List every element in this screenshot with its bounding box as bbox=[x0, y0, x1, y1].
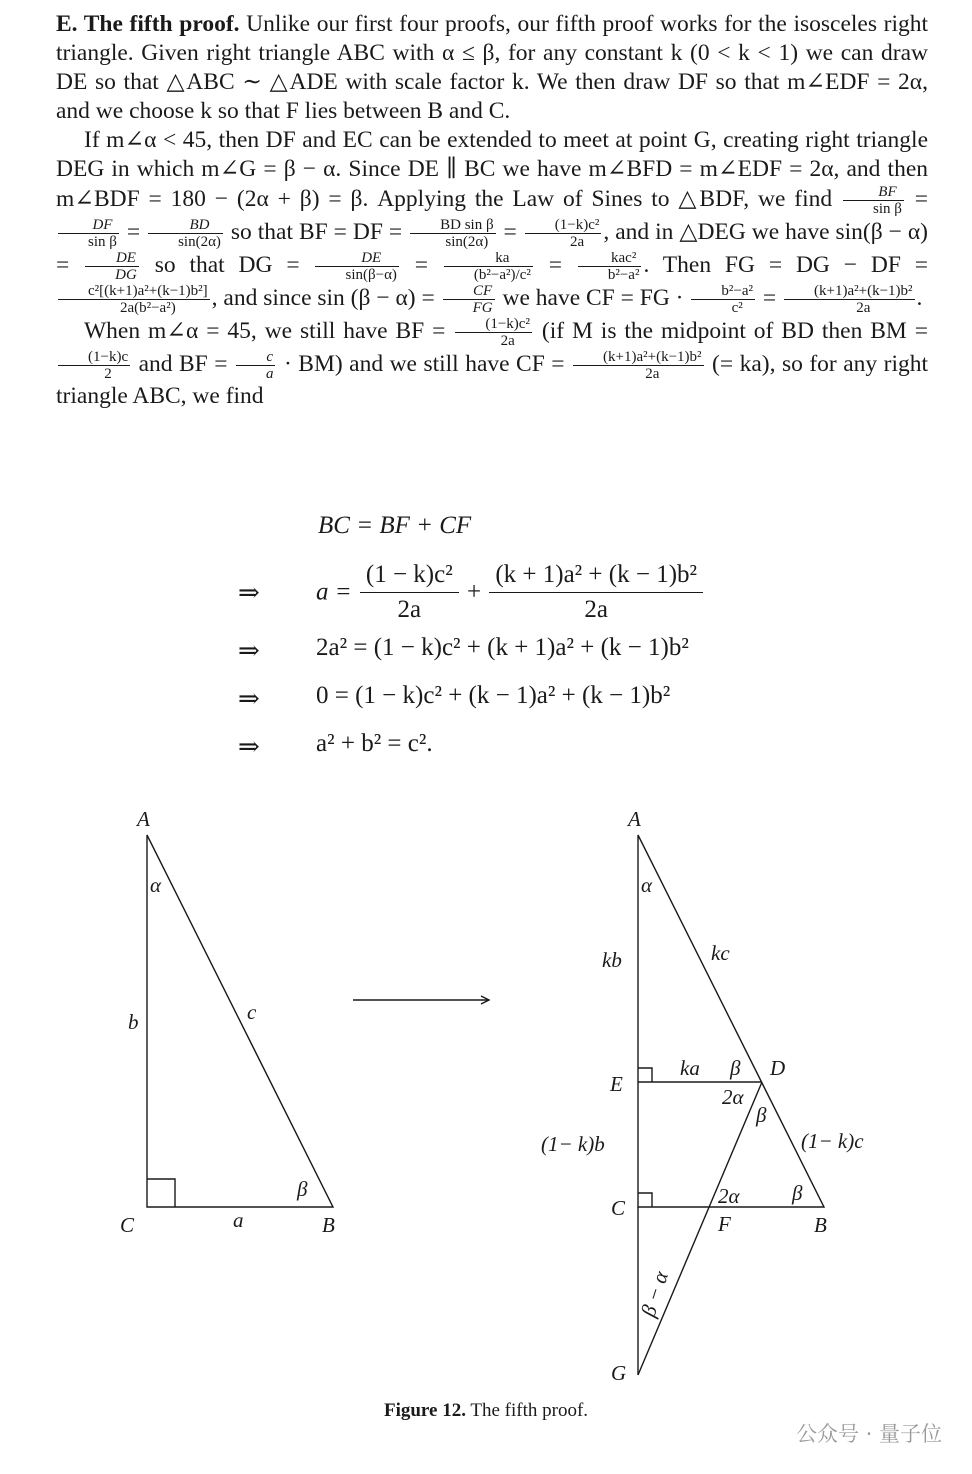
label-beta-2: β bbox=[756, 1103, 767, 1127]
label-beta-1: β bbox=[730, 1056, 741, 1080]
fraction: $\frac{ka}{\text{(b²−a²)/c²}}$ bbox=[444, 250, 533, 283]
label-d-vertex: D bbox=[770, 1056, 786, 1080]
equation-3: 0 = (1 − k)c² + (k − 1)a² + (k − 1)b² bbox=[316, 682, 671, 709]
fraction: $\frac{DE}{\sin(\beta-\alpha)}$ bbox=[315, 250, 398, 283]
section-heading: E. The fifth proof. bbox=[56, 11, 240, 37]
label-beta: β bbox=[297, 1177, 308, 1201]
label-side-c: c bbox=[247, 1000, 257, 1024]
p2-text-g: we have CF = FG · bbox=[502, 284, 684, 311]
p3-text-b: (if M is the midpoint of BD then BM = bbox=[541, 317, 928, 344]
label-beta-minus-alpha: β − α bbox=[635, 1268, 674, 1320]
p3-text-d: · BM) and we still have CF = bbox=[283, 350, 565, 377]
plus-sign: + bbox=[466, 578, 482, 606]
fraction: $\frac{\text{kac²}}{\text{b²−a²}}$ bbox=[578, 250, 642, 283]
fraction: $\frac{(1-k)c}{2}$ bbox=[58, 349, 130, 382]
caption-text: The fifth proof. bbox=[465, 1400, 589, 1421]
triangle-abc bbox=[147, 835, 333, 1207]
label-side-b: b bbox=[128, 1010, 139, 1034]
watermark: 公众号 · 量子位 bbox=[795, 1422, 942, 1446]
p3-text-c: and BF = bbox=[138, 350, 228, 377]
fraction: $\frac{\text{(1−k)c²}}{2a}$ bbox=[455, 316, 532, 349]
fraction: $\frac{BD}{\sin(2\alpha)}$ bbox=[148, 217, 223, 250]
p2-text-a: If m∠α < 45, then DF and EC can be extended to meet at point G, creating right triangle DEG in which m∠G = β − α. Since DE ∥ BC we have m∠BFD = m∠EDF = 2α, and then m∠BDF = 180 − (2α + β) = β. Applying the Law of Sines to △BDF, we find bbox=[56, 127, 928, 212]
label-alpha: α bbox=[150, 873, 162, 897]
right-labels bbox=[541, 807, 864, 1385]
equation-2: 2a² = (1 − k)c² + (k + 1)a² + (k − 1)b² bbox=[316, 634, 689, 661]
right-angle-c bbox=[638, 1193, 652, 1207]
label-e-vertex: E bbox=[610, 1072, 623, 1096]
paragraph-2: If m∠α < 45, then DF and EC can be extended to meet at point G, creating right triangle DEG in which m∠G = β − α. Since DE ∥ BC we have m∠BFD = m∠EDF = 2α, and then m∠BDF = 180 − (2α + β) = β. Applying the Law of Sines to △BDF, we find $\frac{BF}{\text{sin β}}$ = $\frac{DF}{\text{sin β}}$ = $\frac{BD}{\sin(2\alpha)}$ so that BF = DF = $\frac{\text{BD sin β}}{\sin(2\alpha)}$ = $\frac{\text{(1−k)c²}}{2a}$ , and in △DEG we have sin(β − α) = $\frac{DE}{DG}$ so that DG = $\frac{DE}{\sin(\beta-\alpha)}$ = $\frac{ka}{\text{(b²−a²)/c²}}$ = $\frac{\text{kac²}}{\text{b²−a²}}$ . Then FG = DG − DF = $\frac{\text{c²[(k+1)a²+(k−1)b²]}}{\text{2a(b²−a²)}}$ , and since sin (β − α) = $\frac{CF}{FG}$ we have CF = FG · $\frac{\text{b²−a²}}{\text{c²}}$ = $\frac{\text{(k+1)a²+(k−1)b²}}{2a}$ . bbox=[56, 127, 929, 316]
label-2alpha-1: 2α bbox=[722, 1085, 744, 1109]
eq1-lhs: a = bbox=[316, 578, 352, 606]
fraction: $\frac{\text{BD sin β}}{\sin(2\alpha)}$ bbox=[410, 217, 495, 250]
label-b-vertex: B bbox=[322, 1213, 335, 1237]
label-b-vertex-right: B bbox=[814, 1213, 827, 1237]
label-beta-3: β bbox=[792, 1181, 803, 1205]
left-labels bbox=[120, 807, 335, 1237]
fraction: $\frac{\text{(k + 1)a² + (k − 1)b²}}{2a}$ bbox=[489, 558, 703, 627]
label-g-vertex: G bbox=[611, 1361, 627, 1385]
p3-text-e: (= ka), so for any right triangle ABC, we find bbox=[56, 350, 929, 409]
caption-label: Figure 12. bbox=[383, 1400, 466, 1421]
label-1-k-c: (1− k)c bbox=[801, 1129, 864, 1153]
p2-text-e: Then FG = DG − DF = bbox=[662, 251, 929, 278]
label-2alpha-2: 2α bbox=[718, 1184, 740, 1208]
transform-arrow bbox=[353, 996, 489, 1004]
triangle-abc-right bbox=[638, 835, 824, 1207]
label-side-a: a bbox=[233, 1208, 244, 1232]
fraction: $\frac{\text{(1−k)c²}}{2a}$ bbox=[525, 217, 602, 250]
right-angle-e bbox=[638, 1068, 652, 1082]
fraction: $\frac{BF}{\text{sin β}}$ bbox=[843, 184, 904, 217]
p2-text-b: so that BF = DF = bbox=[230, 218, 403, 245]
equation-0: BC = BF + CF bbox=[318, 512, 472, 539]
label-kb: kb bbox=[602, 948, 622, 972]
label-kc: kc bbox=[711, 941, 730, 965]
right-angle-marker bbox=[147, 1179, 175, 1207]
label-a-vertex: A bbox=[137, 807, 150, 831]
implies-arrow: ⇒ bbox=[238, 578, 260, 607]
implies-arrow: ⇒ bbox=[238, 684, 260, 713]
label-alpha-right: α bbox=[641, 873, 653, 897]
label-a-vertex-right: A bbox=[628, 807, 641, 831]
implies-arrow: ⇒ bbox=[238, 636, 260, 665]
label-c-vertex: C bbox=[120, 1213, 135, 1237]
p3-text-a: When m∠α = 45, we still have BF = bbox=[84, 317, 446, 344]
label-1-k-b: (1− k)b bbox=[541, 1132, 605, 1156]
implies-arrow: ⇒ bbox=[238, 732, 260, 761]
fraction: $\frac{\text{(k+1)a²+(k−1)b²}}{2a}$ bbox=[784, 283, 915, 316]
p2-text-f: , and since sin (β − α) = bbox=[211, 284, 435, 311]
fraction: $\frac{\text{b²−a²}}{\text{c²}}$ bbox=[691, 283, 755, 316]
paragraph-1-text: Unlike our first four proofs, our fifth proof works for the isosceles right triangle. Given right triangle ABC with α ≤ β, for any constant k (0 < k < 1) we can draw DE so that △ABC ∼ △ADE with scale factor k. We then draw DF so that m∠EDF = 2α, and we choose k so that F lies between B and C. bbox=[56, 11, 929, 124]
fraction: $\frac{CF}{FG}$ bbox=[443, 283, 495, 316]
label-f-vertex: F bbox=[718, 1212, 731, 1236]
fraction: $\frac{\text{c²[(k+1)a²+(k−1)b²]}}{\text{2a(b²−a²)}}$ bbox=[58, 283, 210, 316]
label-c-vertex-right: C bbox=[611, 1196, 626, 1220]
fraction: $\frac{\text{(1 − k)c²}}{2a}$ bbox=[360, 558, 459, 627]
fraction: $\frac{DE}{DG}$ bbox=[85, 250, 139, 283]
p2-text-c: and in △DEG we have sin(β − α) = bbox=[56, 218, 928, 278]
label-ka: ka bbox=[680, 1056, 700, 1080]
fraction: $\frac{c}{a}$ bbox=[236, 349, 276, 382]
segment-dg bbox=[635, 1082, 762, 1375]
left-triangle bbox=[147, 835, 333, 1207]
equation-4: a² + b² = c². bbox=[316, 730, 433, 757]
p2-text-d: so that DG = bbox=[154, 251, 300, 278]
fraction: $\frac{DF}{\text{sin β}}$ bbox=[58, 217, 119, 250]
fraction: $\frac{\text{(k+1)a²+(k−1)b²}}{2a}$ bbox=[573, 349, 704, 382]
